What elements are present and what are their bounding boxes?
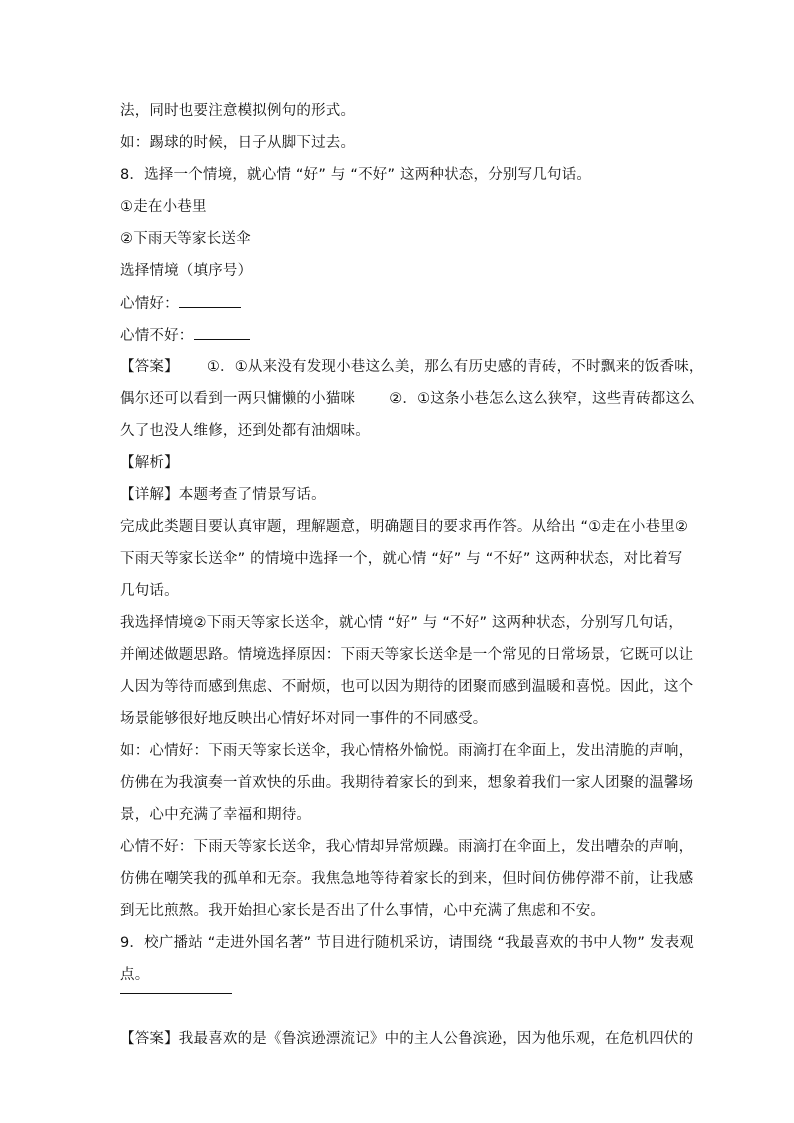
text-line: 景，心中充满了幸福和期待。 <box>120 807 312 823</box>
bad-mood-label: 心情不好： <box>120 328 194 344</box>
text-line: 我选择情境②下雨天等家长送伞，就心情 “好” 与 “不好” 这两种状态，分别写几句话， <box>120 615 684 631</box>
text-line: 下雨天等家长送伞” 的情境中选择一个，就心情 “好” 与 “不好” 这两种状态，对比着写 <box>120 551 683 567</box>
answer-blank <box>179 293 241 308</box>
text-line: 点。 <box>120 967 150 983</box>
text-line: 人因为等待而感到焦虑、不耐烦，也可以因为期待的团聚而感到温暖和喜悦。因此，这个 <box>120 679 694 695</box>
example-line: 如：踢球的时候，日子从脚下过去。 <box>120 135 356 151</box>
text-line: 仿佛在嘲笑我的孤单和无奈。我焦急地等待着家长的到来，但时间仿佛停滞不前，让我感 <box>120 871 694 887</box>
answer-line <box>120 357 704 377</box>
answer-text: 偶尔还可以看到一两只慵懒的小猫咪 <box>120 391 356 407</box>
option-1: ①走在小巷里 <box>120 199 207 215</box>
question-9: 9．校广播站 “走进外国名著” 节目进行随机采访，请围绕 “我最喜欢的书中人物” 发表观 <box>120 935 695 951</box>
good-mood-prompt <box>120 293 241 314</box>
answer-line: 【答案】我最喜欢的是《鲁滨逊漂流记》中的主人公鲁滨逊，因为他乐观，在危机四伏的 <box>120 1031 694 1047</box>
divider-rule <box>120 993 232 994</box>
good-mood-label: 心情好： <box>120 296 179 312</box>
text-line: 到无比煎熬。我开始担心家长是否出了什么事情，心中充满了焦虑和不安。 <box>120 903 606 919</box>
choose-scenario-prompt: 选择情境（填序号） <box>120 263 253 279</box>
bad-mood-prompt <box>120 325 250 346</box>
answer-tag: 【答案】 <box>120 359 179 375</box>
answer-blank <box>194 325 250 340</box>
answer-line: 久了也没人维修，还到处都有油烟味。 <box>120 423 370 439</box>
detail-line: 【详解】本题考查了情景写话。 <box>120 487 326 503</box>
text-line: 法，同时也要注意模拟例句的形式。 <box>120 103 356 119</box>
answer-line <box>120 389 695 409</box>
text-line: 场景能够很好地反映出心情好坏对同一事件的不同感受。 <box>120 711 488 727</box>
option-2: ②下雨天等家长送伞 <box>120 231 251 247</box>
text-line: 如：心情好：下雨天等家长送伞，我心情格外愉悦。雨滴打在伞面上，发出清脆的声响， <box>120 743 694 759</box>
text-line: 仿佛在为我演奏一首欢快的乐曲。我期待着家长的到来，想象着我们一家人团聚的温馨场 <box>120 775 694 791</box>
text-line: 心情不好：下雨天等家长送伞，我心情却异常烦躁。雨滴打在伞面上，发出嘈杂的声响， <box>120 839 694 855</box>
question-8: 8．选择一个情境，就心情 “好” 与 “不好” 这两种状态，分别写几句话。 <box>120 167 592 183</box>
answer-text: ①．①从来没有发现小巷这么美，那么有历史感的青砖，不时飘来的饭香味， <box>206 359 704 375</box>
analysis-tag: 【解析】 <box>120 455 179 471</box>
answer-text: ②．①这条小巷怎么这么狭窄，这些青砖都这么 <box>389 391 695 407</box>
text-line: 并阐述做题思路。情境选择原因：下雨天等家长送伞是一个常见的日常场景，它既可以让 <box>120 647 694 663</box>
text-line: 完成此类题目要认真审题，理解题意，明确题目的要求再作答。从给出 “①走在小巷里② <box>120 519 689 535</box>
text-line: 几句话。 <box>120 583 179 599</box>
